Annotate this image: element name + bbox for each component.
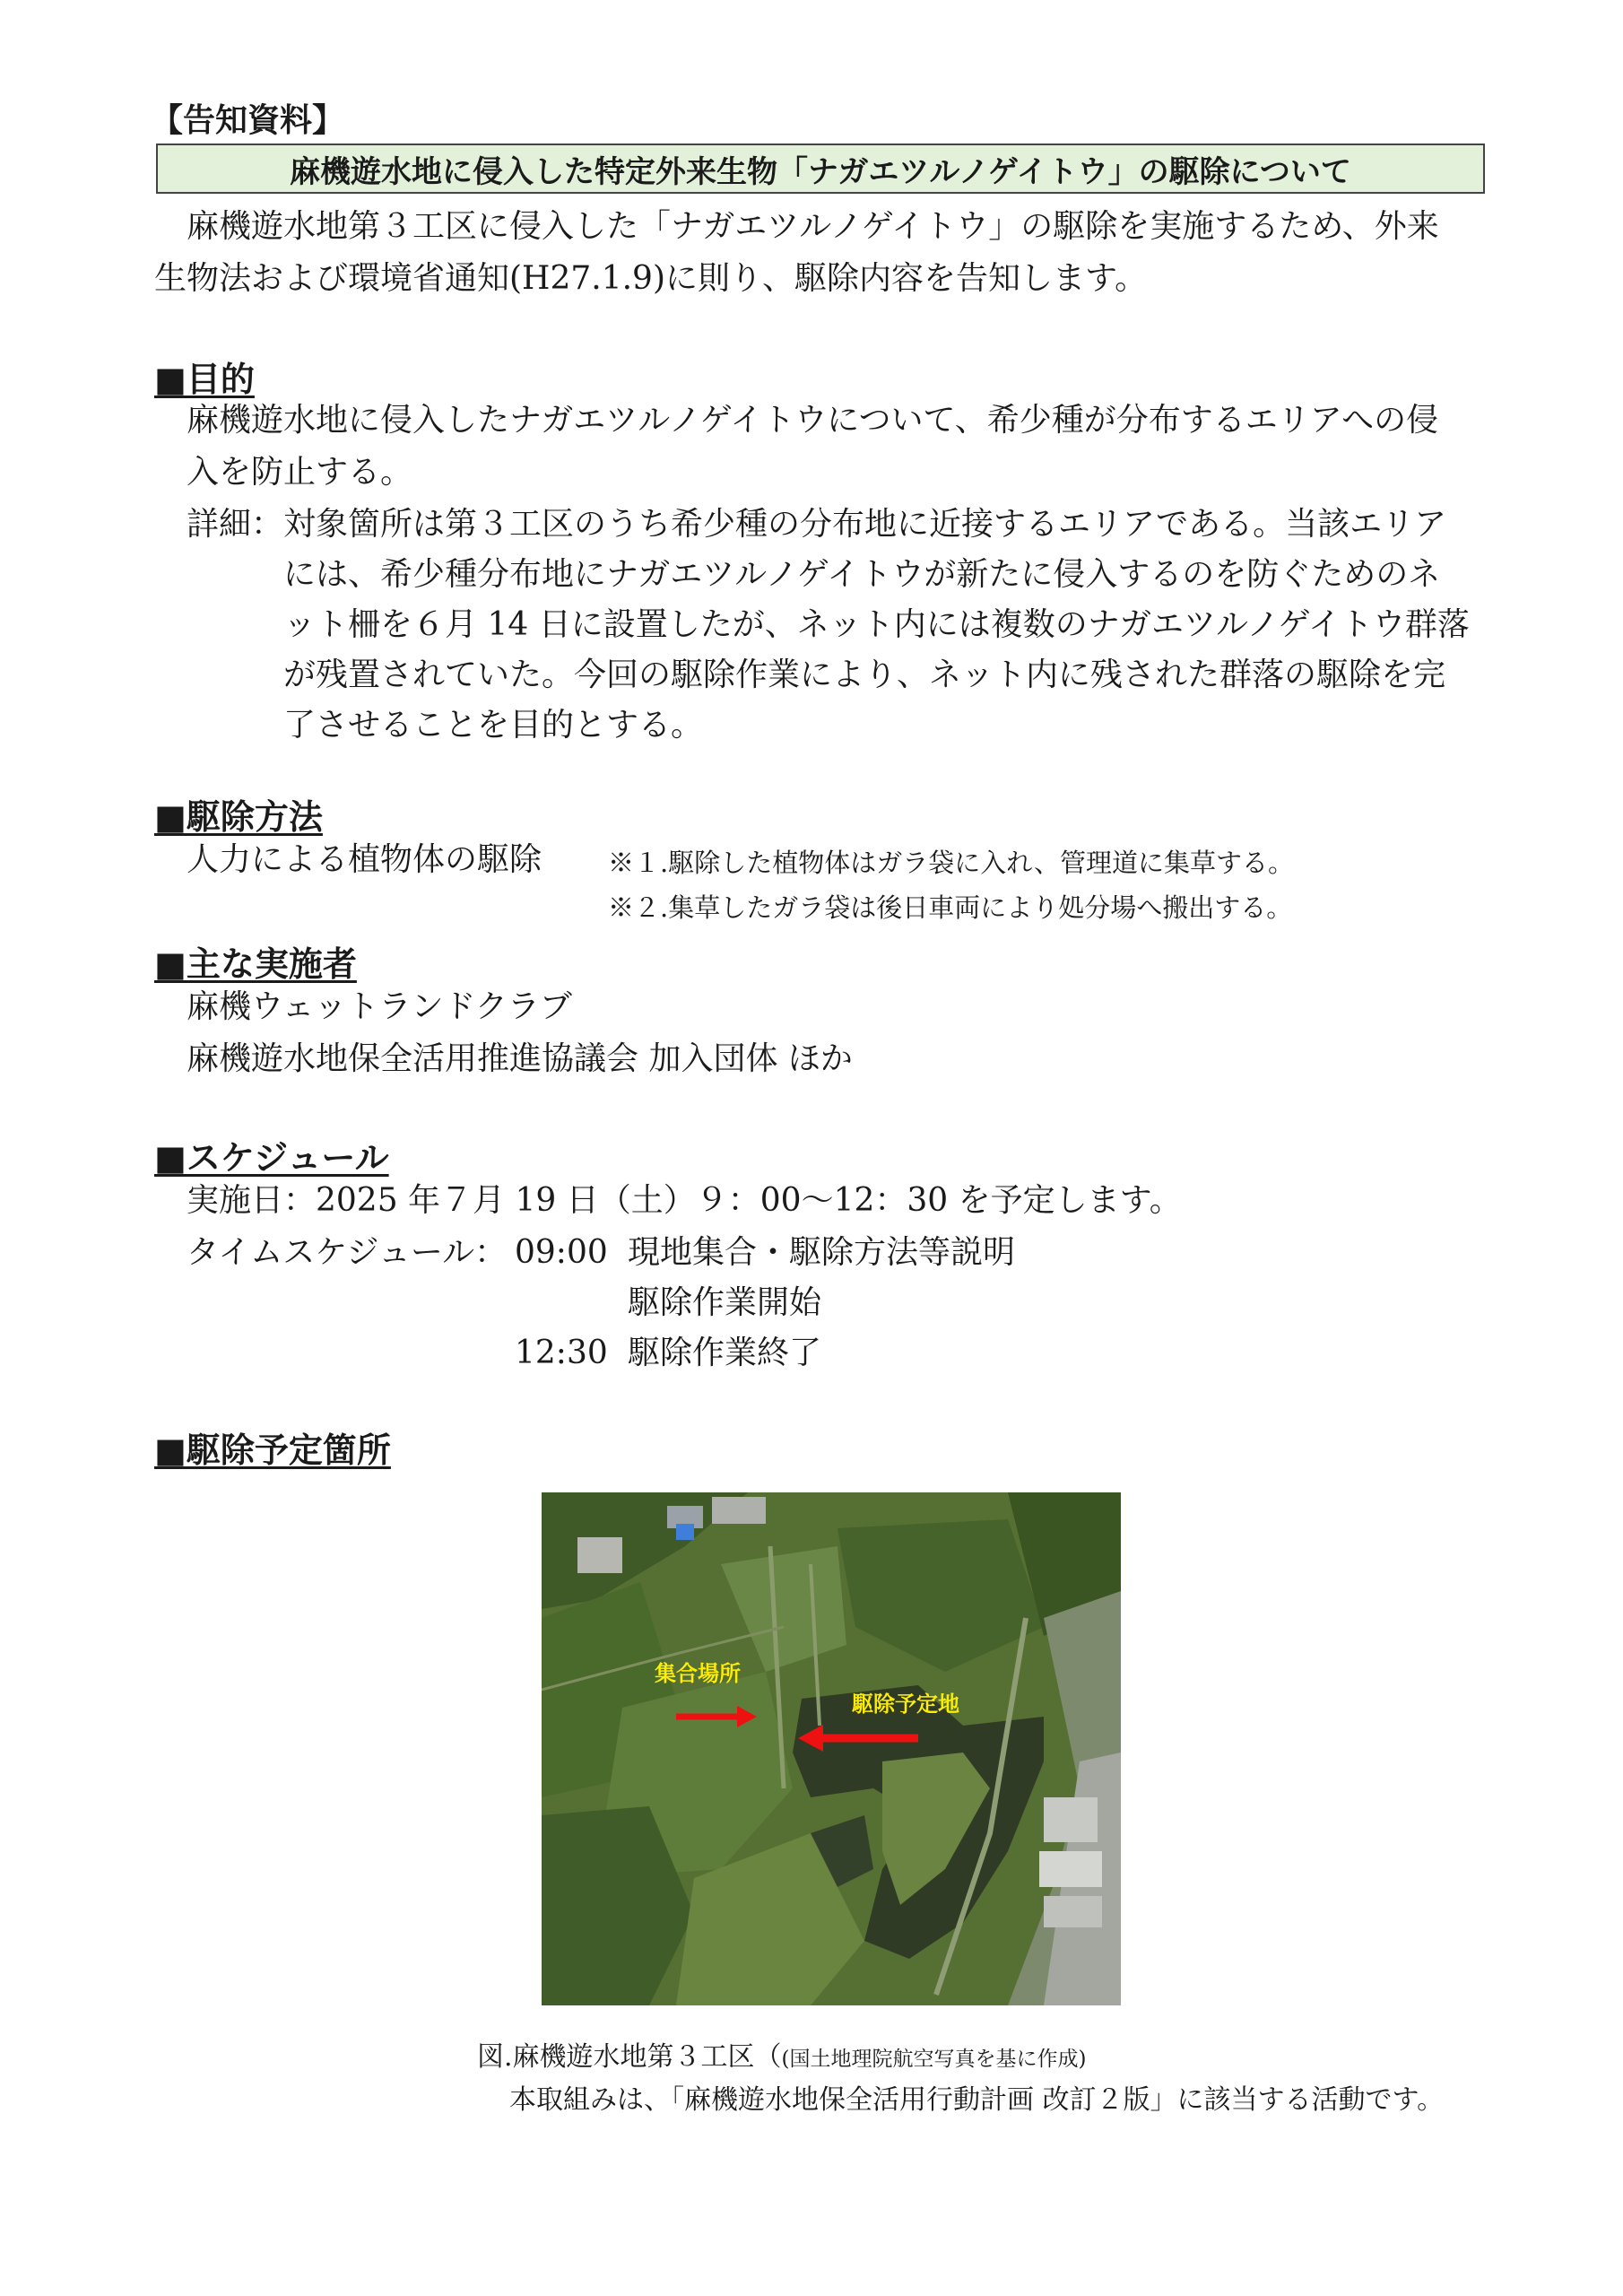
arrow-to-removal-site [798,1725,918,1752]
implementer-1: 麻機ウェットランドクラブ [187,988,572,1025]
photo-caption [477,2034,1087,2074]
photo-caption-source: (国土地理院航空写真を基に作成) [781,2048,1087,2071]
timetable-task-1: 現地集合・駆除方法等説明 [628,1234,1016,1271]
removal-site-label: 駆除予定地 [852,1692,959,1717]
purpose-detail-line-2: には、希少種分布地にナガエツルノゲイトウが新たに侵入するのを防ぐためのネ [283,556,1441,593]
photo-arrows [542,1492,1121,2005]
schedule-date: 実施日：2025 年７月 19 日（土）９：00～12：30 を予定します。 [187,1182,1182,1219]
implementer-2: 麻機遊水地保全活用推進協議会 加入団体 ほか [187,1040,853,1077]
footer-note: 本取組みは、「麻機遊水地保全活用行動計画 改訂２版」に該当する活動です。 [509,2084,1445,2116]
aerial-photo [542,1492,1121,2005]
method-heading: ■駆除方法 [154,797,323,837]
timetable-task-2: 駆除作業開始 [628,1284,822,1321]
document-title-box [156,144,1485,194]
photo-caption-main: 図.麻機遊水地第３工区（ [477,2041,782,2073]
timetable-label: タイムスケジュール： [187,1234,508,1271]
location-heading: ■駆除予定箇所 [154,1431,391,1470]
purpose-detail-label: 詳細： [187,506,284,543]
implementers-heading: ■主な実施者 [154,944,357,984]
meeting-point-label: 集合場所 [655,1661,741,1686]
purpose-line-1: 麻機遊水地に侵入したナガエツルノゲイトウについて、希少種が分布するエリアへの侵 [187,402,1439,439]
intro-line-1: 麻機遊水地第３工区に侵入した「ナガエツルノゲイトウ」の駆除を実施するため、外来 [187,208,1439,245]
notice-tag: 【告知資料】 [151,102,345,139]
purpose-detail-line-5: 了させることを目的とする。 [283,707,704,744]
purpose-heading: ■目的 [154,360,255,399]
timetable-time-1: 09:00 [515,1234,608,1271]
purpose-detail-line-1: 対象箇所は第３工区のうち希少種の分布地に近接するエリアである。当該エリア [283,506,1447,543]
arrow-to-meeting-point [676,1706,757,1727]
purpose-line-2: 入を防止する。 [187,454,413,491]
document-title: 麻機遊水地に侵入した特定外来生物「ナガエツルノゲイトウ」の駆除について [290,153,1351,190]
purpose-detail-line-4: が残置されていた。今回の駆除作業により、ネット内に残された群落の駆除を完 [283,657,1446,693]
schedule-heading: ■スケジュール [154,1138,389,1178]
method-text: 人力による植物体の駆除 [187,841,542,878]
timetable-time-3: 12:30 [515,1335,608,1371]
method-note-1: ※１.駆除した植物体はガラ袋に入れ、管理道に集草する。 [608,848,1294,878]
method-note-2: ※２.集草したガラ袋は後日車両により処分場へ搬出する。 [608,892,1293,923]
intro-line-2: 生物法および環境省通知(H27.1.9)に則り、駆除内容を告知します。 [154,260,1148,297]
timetable-task-3: 駆除作業終了 [628,1335,822,1371]
purpose-detail-line-3: ット柵を６月 14 日に設置したが、ネット内には複数のナガエツルノゲイトウ群落 [283,606,1470,643]
